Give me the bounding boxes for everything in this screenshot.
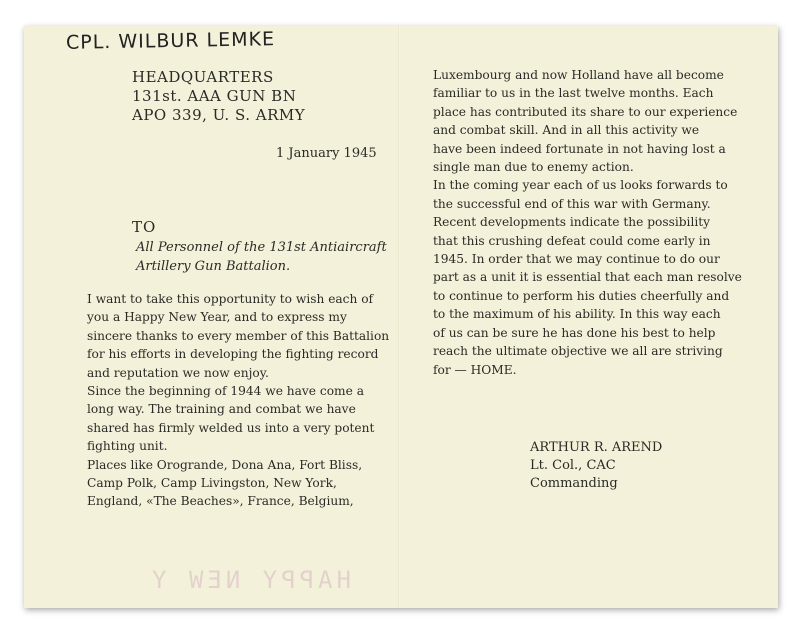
- card-fold: [398, 26, 400, 608]
- body-line: fighting unit.: [87, 439, 168, 454]
- body-line: Luxembourg and now Holland have all become: [433, 68, 724, 82]
- body-line: reach the ultimate objective we all are striving: [433, 344, 723, 359]
- right-body: [433, 66, 742, 379]
- left-body: [87, 290, 389, 511]
- body-line: Camp Polk, Camp Livingston, New York,: [87, 476, 337, 491]
- body-line: I want to take this opportunity to wish each of: [87, 292, 374, 306]
- bleed-through-stamp: HAPPY NEW Y: [148, 566, 351, 594]
- letterhead: [132, 68, 305, 125]
- body-line: 1945. In order that we may continue to do our: [433, 252, 720, 267]
- body-line: Places like Orogrande, Dona Ana, Fort Bliss,: [87, 457, 363, 472]
- letter-date: 1 January 1945: [276, 146, 377, 161]
- letterhead-line: HEADQUARTERS: [132, 68, 274, 86]
- body-line: for — HOME.: [433, 362, 517, 377]
- body-line: have been indeed fortunate in not having lost a: [433, 141, 726, 156]
- signature-name: ARTHUR R. AREND: [530, 440, 663, 455]
- body-line: shared has firmly welded us into a very potent: [87, 420, 375, 435]
- body-line: the successful end of this war with Germany.: [433, 196, 711, 211]
- body-line: that this crushing defeat could come early in: [433, 233, 711, 248]
- body-line: Recent developments indicate the possibility: [433, 215, 711, 230]
- addressee-line: All Personnel of the 131st Antiaircraft: [136, 240, 387, 255]
- body-line: place has contributed its share to our experience: [433, 104, 738, 119]
- signature-role: Commanding: [530, 476, 618, 491]
- body-line: part as a unit it is essential that each man resolve: [433, 270, 742, 285]
- body-line: Since the beginning of 1944 we have come a: [87, 384, 364, 399]
- signature-rank: Lt. Col., CAC: [530, 458, 616, 473]
- body-line: England, «The Beaches», France, Belgium,: [87, 494, 354, 509]
- addressee-line: Artillery Gun Battalion.: [136, 259, 291, 274]
- body-line: and reputation we now enjoy.: [87, 365, 269, 380]
- letterhead-line: APO 339, U. S. ARMY: [132, 106, 306, 124]
- body-line: sincere thanks to every member of this Battalion: [87, 328, 390, 343]
- salutation-to: TO: [132, 218, 157, 236]
- body-line: and combat skill. And in all this activity we: [433, 123, 700, 138]
- body-line: you a Happy New Year, and to express my: [87, 310, 347, 325]
- body-line: to the maximum of his ability. In this way each: [433, 307, 721, 322]
- body-line: long way. The training and combat we have: [87, 402, 356, 417]
- handwritten-name: CPL. WILBUR LEMKE: [65, 28, 276, 54]
- signature-block: [530, 439, 662, 493]
- body-line: single man due to enemy action.: [433, 160, 634, 175]
- letterhead-line: 131st. AAA GUN BN: [132, 87, 297, 105]
- body-line: In the coming year each of us looks forwards to: [433, 178, 728, 193]
- body-line: for his efforts in developing the fighting record: [87, 347, 379, 362]
- addressee: [136, 238, 387, 276]
- body-line: to continue to perform his duties cheerfully and: [433, 288, 730, 303]
- body-line: of us can be sure he has done his best to help: [433, 325, 716, 340]
- body-line: familiar to us in the last twelve months. Each: [433, 86, 714, 101]
